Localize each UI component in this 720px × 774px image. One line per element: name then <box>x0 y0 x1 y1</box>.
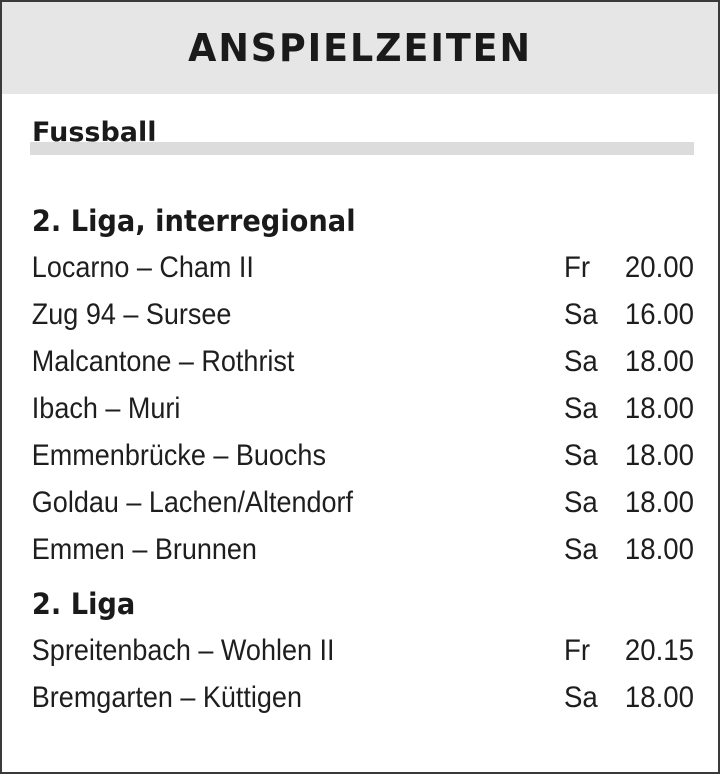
game-day: Sa <box>564 344 598 378</box>
game-row <box>30 385 694 432</box>
game-row <box>30 479 694 526</box>
game-day: Sa <box>564 391 598 425</box>
game-time: 18.00 <box>624 485 694 519</box>
league-groups <box>30 198 694 729</box>
game-time: 18.00 <box>624 391 694 425</box>
section-title: Fussball <box>32 117 157 148</box>
league-group <box>30 198 694 573</box>
section-title-wrapper <box>30 116 694 156</box>
game-day: Sa <box>564 532 598 566</box>
game-match: Emmenbrücke – Buochs <box>31 438 326 472</box>
game-match: Emmen – Brunnen <box>31 532 257 566</box>
game-day: Sa <box>564 485 598 519</box>
sport-section-header <box>30 116 694 156</box>
header-bar <box>2 2 718 94</box>
game-day: Sa <box>564 680 598 714</box>
game-row <box>30 291 694 338</box>
game-day: Sa <box>564 297 598 331</box>
game-match: Locarno – Cham II <box>31 250 254 284</box>
game-match: Bremgarten – Küttigen <box>31 680 302 714</box>
game-time: 18.00 <box>624 532 694 566</box>
game-time: 18.00 <box>624 680 694 714</box>
game-match: Malcantone – Rothrist <box>31 344 295 378</box>
league-heading: 2. Liga, interregional <box>31 204 356 238</box>
league-group <box>30 581 694 721</box>
game-row <box>30 338 694 385</box>
game-row <box>30 526 694 573</box>
game-time: 20.00 <box>624 250 694 284</box>
game-match: Zug 94 – Sursee <box>31 297 232 331</box>
league-heading: 2. Liga <box>31 587 136 621</box>
game-row <box>30 627 694 674</box>
game-row <box>30 244 694 291</box>
game-day: Fr <box>564 250 591 284</box>
game-day: Fr <box>564 633 591 667</box>
game-time: 16.00 <box>624 297 694 331</box>
game-match: Goldau – Lachen/Altendorf <box>31 485 354 519</box>
game-day: Sa <box>564 438 598 472</box>
game-row <box>30 432 694 479</box>
game-time: 18.00 <box>624 344 694 378</box>
page-title: ANSPIELZEITEN <box>188 26 532 70</box>
game-time: 18.00 <box>624 438 694 472</box>
game-row <box>30 674 694 721</box>
game-time: 20.15 <box>624 633 694 667</box>
game-match: Spreitenbach – Wohlen II <box>31 633 335 667</box>
game-match: Ibach – Muri <box>31 391 181 425</box>
